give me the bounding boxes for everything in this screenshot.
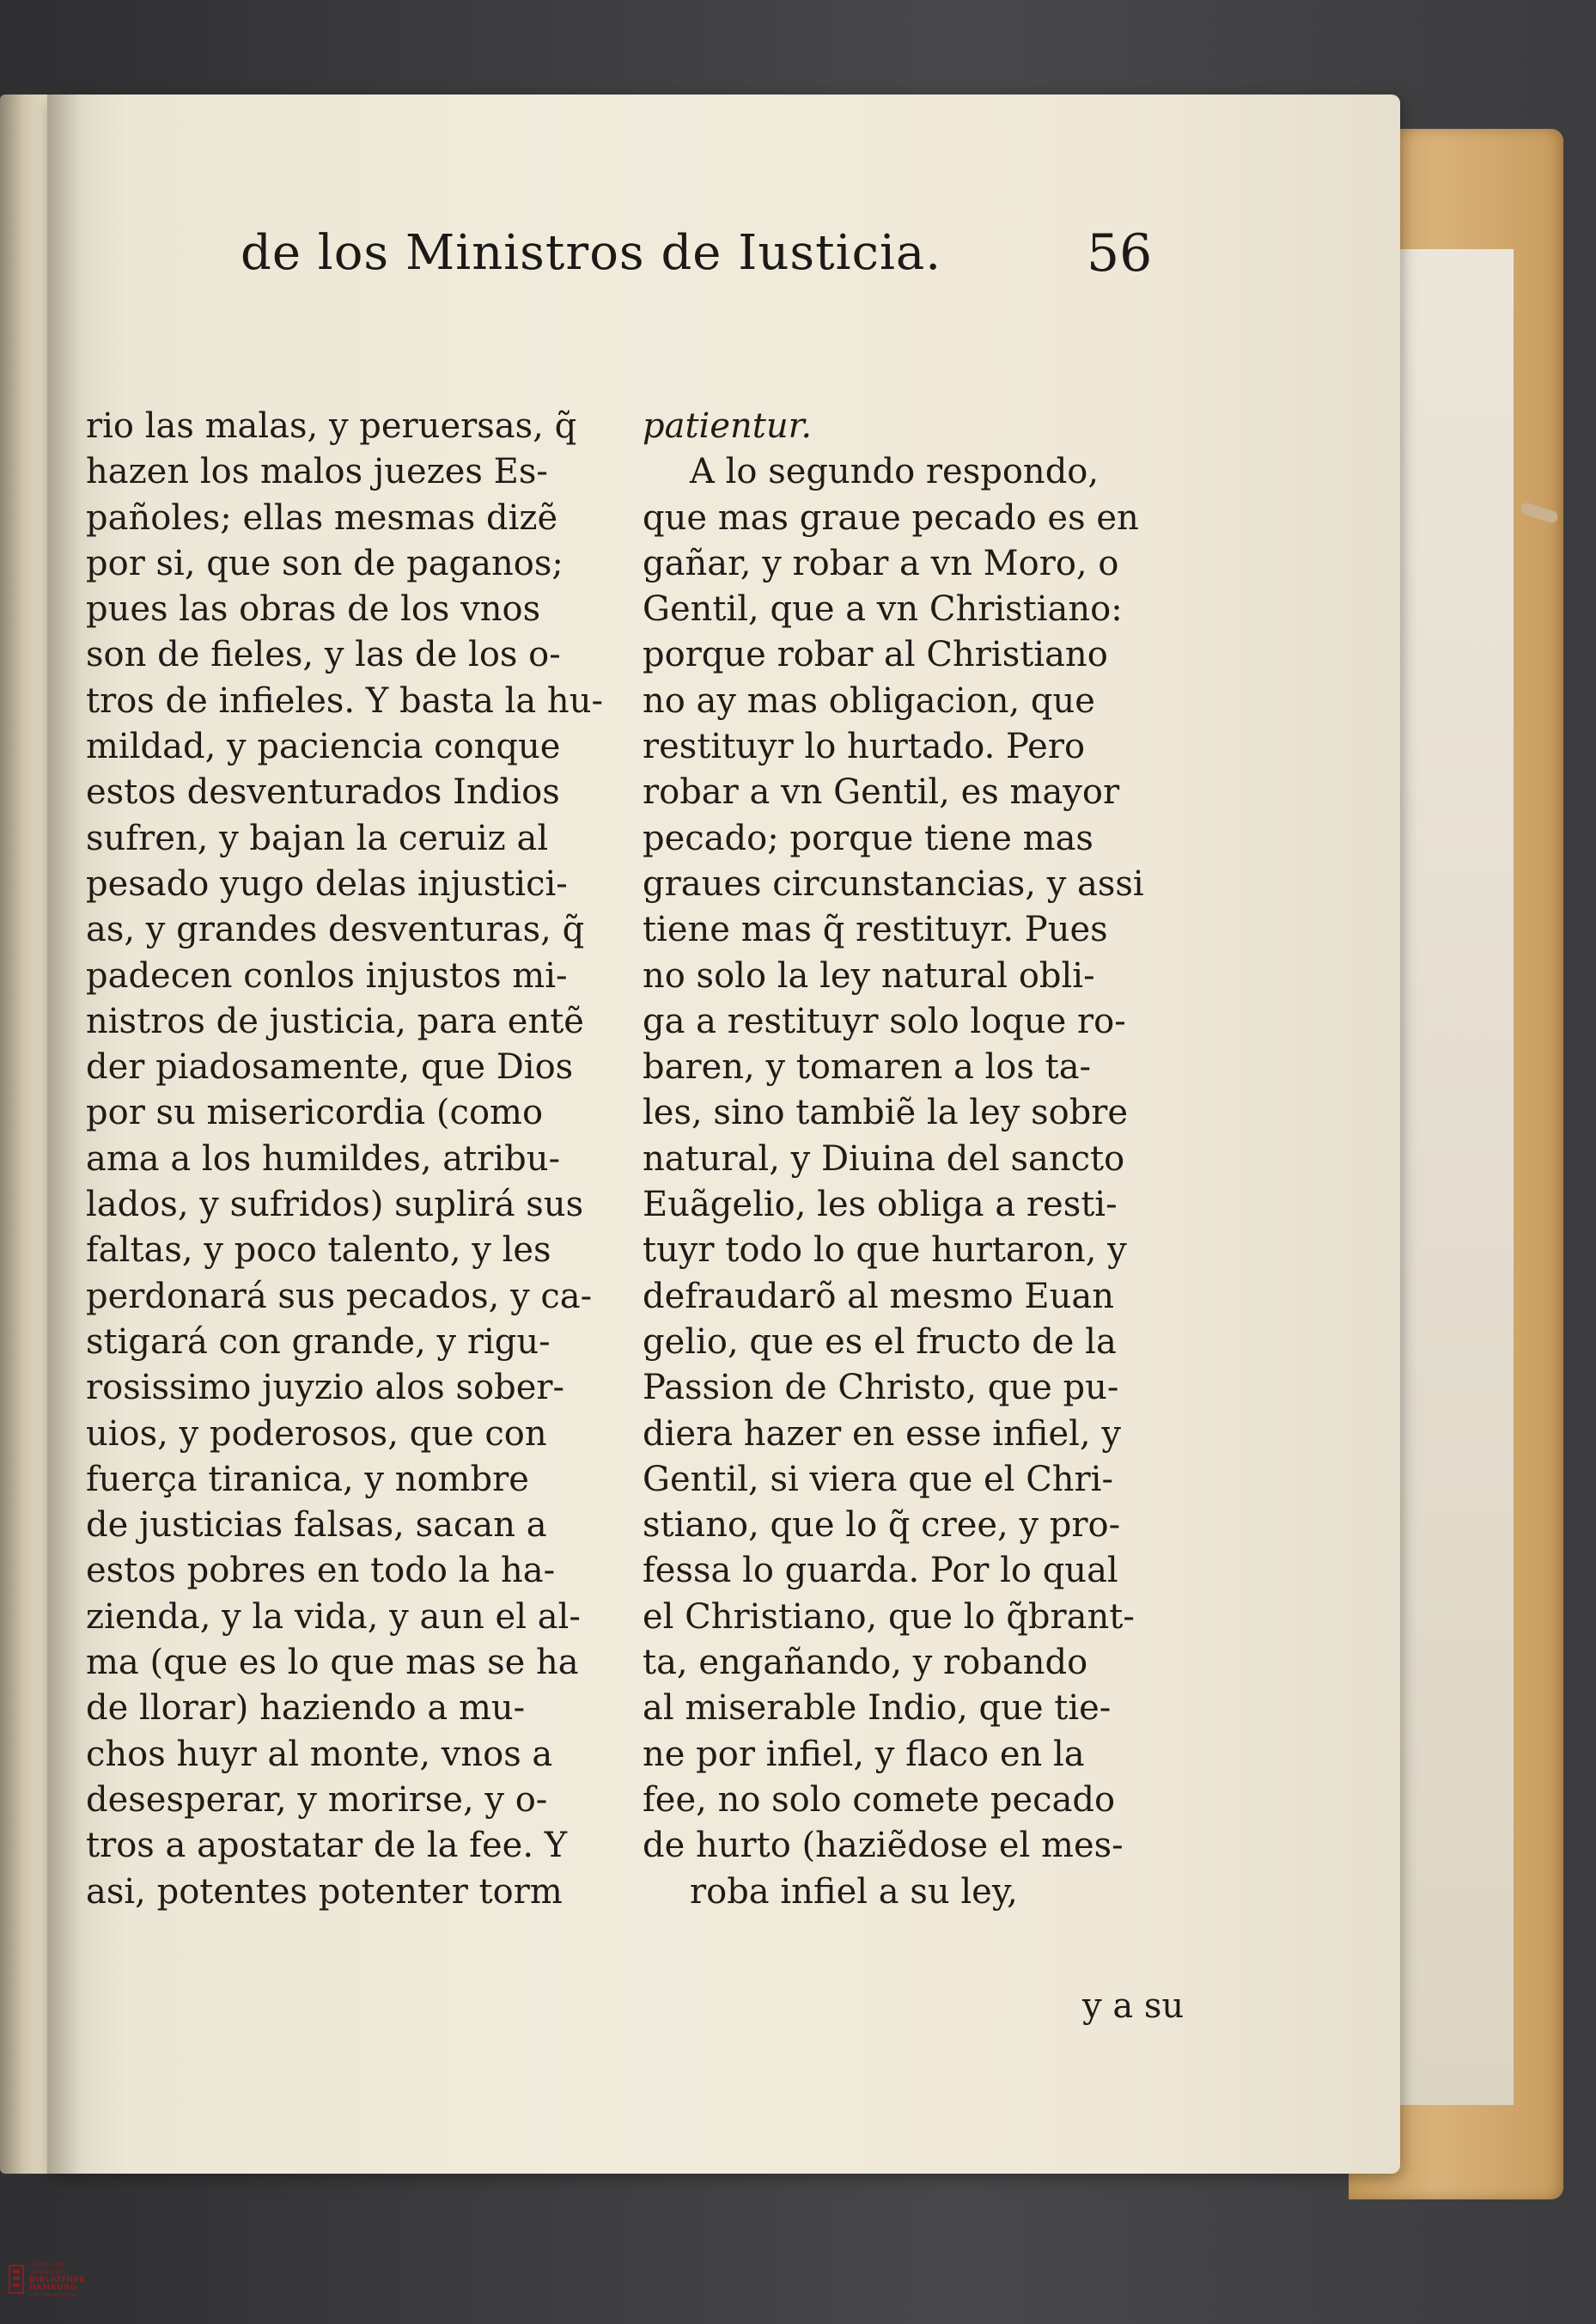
text-line: por si, que son de paganos; (86, 543, 563, 583)
catchword: y a su (1082, 1986, 1185, 2026)
right-text-column (643, 404, 1192, 1915)
text-line: der piadosamente, que Dios (86, 1047, 574, 1088)
text-line: de hurto (haziẽdose el mes- (643, 1826, 1124, 1866)
stamp-line-2: BIBLIOTHEK (29, 2276, 86, 2284)
text-line: porque robar al Christiano (643, 635, 1108, 675)
text-line: defraudarõ al mesmo Euan (643, 1276, 1114, 1316)
library-logo-icon (9, 2265, 24, 2294)
text-line: graues circunstancias, y assi (643, 863, 1144, 904)
underlying-page (1383, 249, 1514, 2105)
library-stamp-text (29, 2261, 94, 2300)
stamp-line-4: CARL VON OSSIETZKY (29, 2293, 76, 2298)
text-line: Euãgelio, les obliga a resti- (643, 1185, 1118, 1225)
text-line: as, y grandes desventuras, q̃ (86, 910, 585, 950)
text-line: robar a vn Gentil, es mayor (643, 772, 1120, 813)
text-line: pesado yugo delas injustici- (86, 863, 568, 904)
text-line: roba infiel a su ley, (690, 1871, 1018, 1912)
text-line: stigará con grande, y rigu- (86, 1321, 551, 1362)
text-line: lados, y sufridos) suplirá sus (86, 1185, 584, 1225)
text-line: baren, y tomaren a los ta- (643, 1047, 1092, 1088)
text-line: uios, y poderosos, que con (86, 1413, 547, 1454)
text-line: tiene mas q̃ restituyr. Pues (643, 910, 1108, 950)
text-line: perdonará sus pecados, y ca- (86, 1276, 593, 1316)
text-line: ma (que es lo que mas se ha (86, 1643, 579, 1683)
text-line: Passion de Christo, que pu- (643, 1368, 1119, 1408)
text-line: nistros de justicia, para entẽ (86, 1001, 584, 1041)
text-line: patientur. (643, 406, 813, 446)
text-line: tros a apostatar de la fee. Y (86, 1826, 568, 1866)
left-text-column (86, 404, 636, 1915)
text-line: fuerça tiranica, y nombre (86, 1459, 529, 1499)
text-line: Gentil, que a vn Christiano: (643, 589, 1123, 630)
text-line: rosissimo juyzio alos sober- (86, 1368, 565, 1408)
text-line: stiano, que lo q̃ cree, y pro- (643, 1505, 1121, 1546)
text-line: gelio, que es el fructo de la (643, 1321, 1117, 1362)
text-line: tuyr todo lo que hurtaron, y (643, 1230, 1127, 1271)
text-line: natural, y Diuina del sancto (643, 1138, 1125, 1179)
text-line: por su misericordia (como (86, 1093, 544, 1133)
text-line: pecado; porque tiene mas (643, 818, 1093, 858)
text-line: pues las obras de los vnos (86, 589, 541, 630)
text-line: restituyr lo hurtado. Pero (643, 727, 1086, 767)
text-line: ne por infiel, y flaco en la (643, 1734, 1085, 1774)
text-line: que mas graue pecado es en (643, 497, 1139, 538)
text-line: les, sino tambiẽ la ley sobre (643, 1093, 1129, 1133)
text-line: no solo la ley natural obli- (643, 955, 1095, 996)
text-line: rio las malas, y peruersas, q̃ (86, 406, 577, 446)
running-title: de los Ministros de Iusticia. (241, 225, 942, 281)
text-line: tros de infieles. Y basta la hu- (86, 680, 603, 721)
text-line: padecen conlos injustos mi- (86, 955, 568, 996)
text-line: hazen los malos juezes Es- (86, 452, 548, 492)
text-line: mildad, y paciencia conque (86, 727, 561, 767)
text-line: faltas, y poco talento, y les (86, 1230, 551, 1271)
text-line: ga a restituyr solo loque ro- (643, 1001, 1126, 1041)
page-gutter-shadow (47, 95, 82, 2174)
library-stamp (9, 2261, 94, 2299)
text-line: chos huyr al monte, vnos a (86, 1734, 553, 1774)
text-line: estos pobres en todo la ha- (86, 1551, 556, 1591)
text-line: sufren, y bajan la ceruiz al (86, 818, 549, 858)
text-line: no ay mas obligacion, que (643, 680, 1095, 721)
text-line: fessa lo guarda. Por lo qual (643, 1551, 1118, 1591)
text-line: gañar, y robar a vn Moro, o (643, 543, 1119, 583)
text-line: desesperar, y morirse, y o- (86, 1779, 548, 1820)
text-line: diera hazer en esse infiel, y (643, 1413, 1121, 1454)
text-line: A lo segundo respondo, (690, 452, 1100, 492)
text-line: pañoles; ellas mesmas dizẽ (86, 497, 558, 538)
text-line: ta, engañando, y robando (643, 1643, 1088, 1683)
text-line: el Christiano, que lo q̃brant- (643, 1596, 1135, 1637)
text-line: de llorar) haziendo a mu- (86, 1688, 526, 1729)
text-line: al miserable Indio, que tie- (643, 1688, 1112, 1729)
text-line: estos desventurados Indios (86, 772, 560, 813)
text-line: de justicias falsas, sacan a (86, 1505, 547, 1546)
text-line: son de fieles, y las de los o- (86, 635, 561, 675)
text-line: ama a los humildes, atribu- (86, 1138, 561, 1179)
page-number: 56 (1087, 223, 1153, 284)
text-line: asi, potentes potenter torm (86, 1871, 563, 1912)
text-line: zienda, y la vida, y aun el al- (86, 1596, 581, 1637)
text-line: Gentil, si viera que el Chri- (643, 1459, 1113, 1499)
text-line: fee, no solo comete pecado (643, 1779, 1116, 1820)
stamp-line-1: STAATS- UND UNIVERSITÄTS (29, 2262, 66, 2276)
stamp-line-3: HAMBURG (29, 2284, 77, 2292)
